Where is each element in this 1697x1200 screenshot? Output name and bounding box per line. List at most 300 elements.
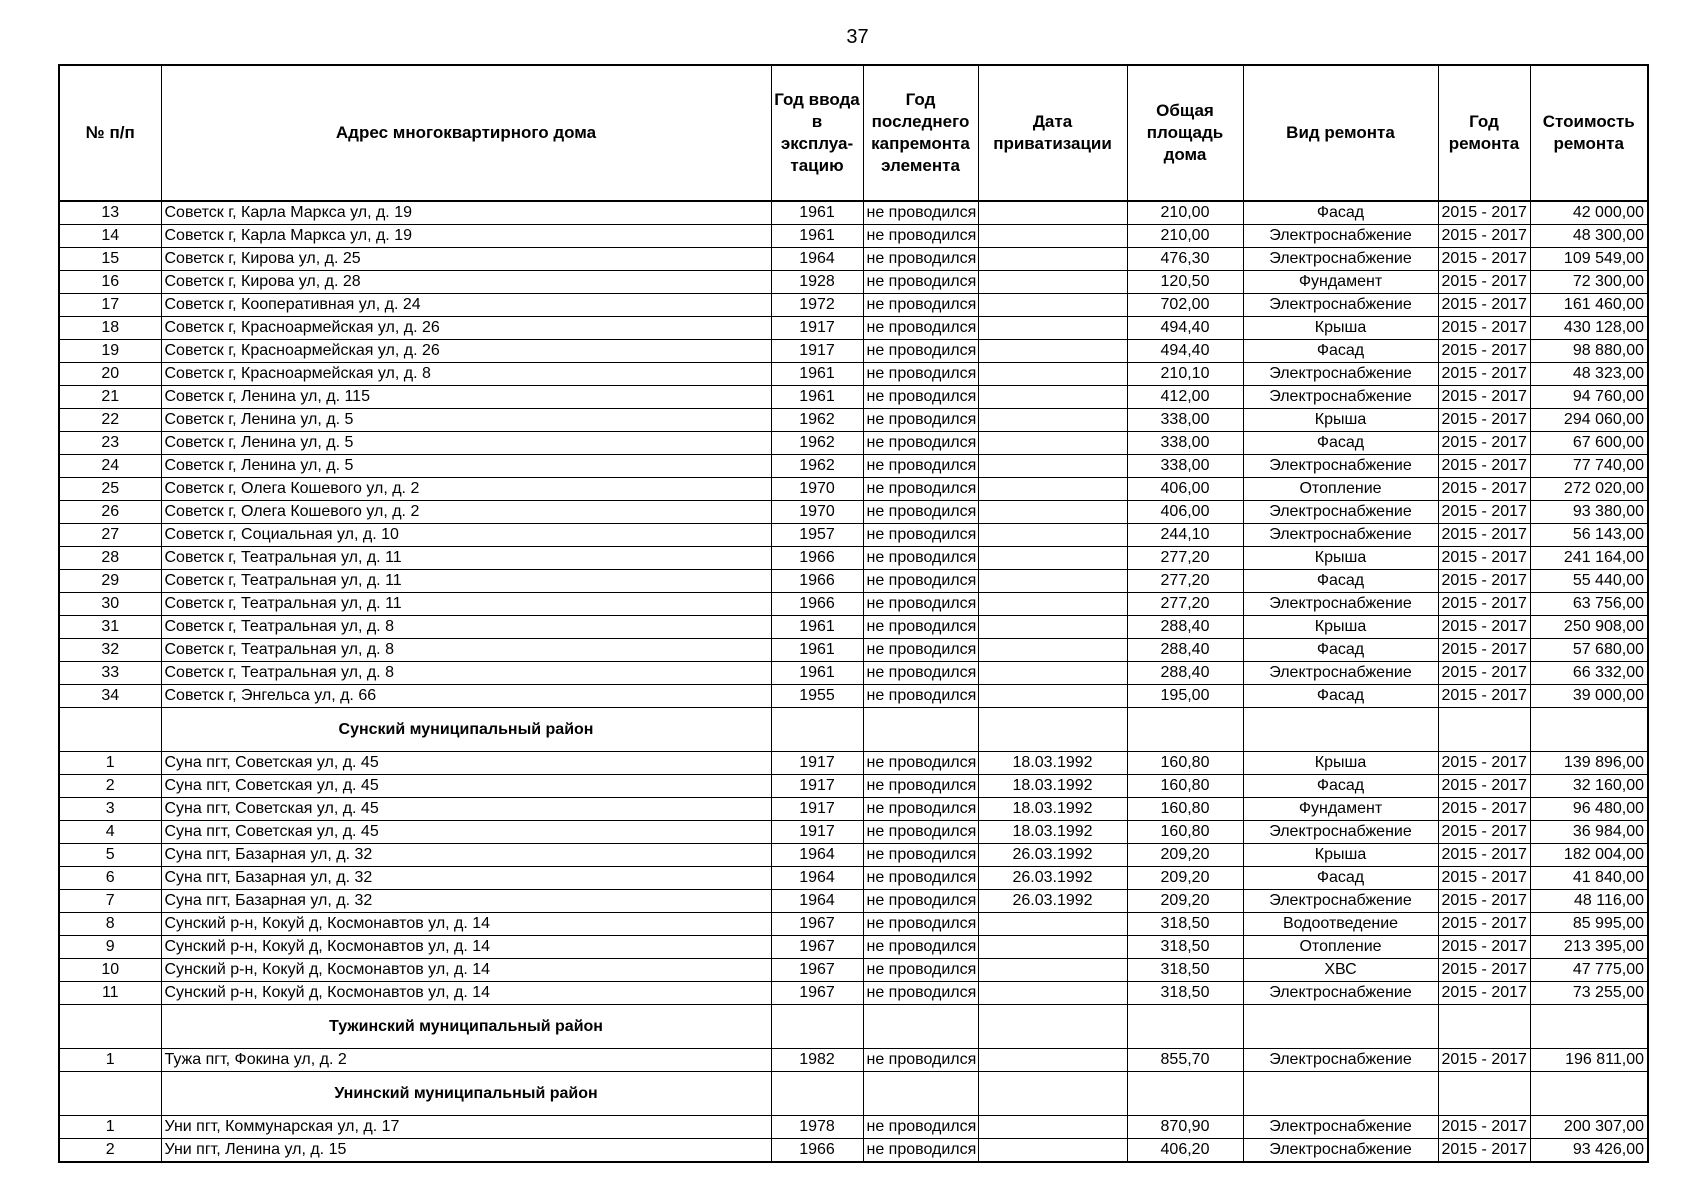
cell-year-built: 1957 — [771, 524, 863, 547]
cell-num: 13 — [59, 201, 161, 225]
cell-privatization — [978, 936, 1127, 959]
cell-cost: 67 600,00 — [1530, 432, 1648, 455]
cell-num: 6 — [59, 867, 161, 890]
cell-cost: 93 380,00 — [1530, 501, 1648, 524]
cell-area: 244,10 — [1127, 524, 1243, 547]
header-year-built: Год ввода в эксплуа-тацию — [771, 65, 863, 201]
cell-address: Сунский р-н, Кокуй д, Космонавтов ул, д. 14 — [161, 936, 771, 959]
cell-area: 406,00 — [1127, 478, 1243, 501]
cell-repair-year: 2015 - 2017 — [1438, 639, 1530, 662]
cell-repair-year: 2015 - 2017 — [1438, 201, 1530, 225]
cell-cost: 294 060,00 — [1530, 409, 1648, 432]
cell-privatization: 26.03.1992 — [978, 890, 1127, 913]
cell-repair-year: 2015 - 2017 — [1438, 524, 1530, 547]
cell-cost: 56 143,00 — [1530, 524, 1648, 547]
cell-year-built: 1928 — [771, 271, 863, 294]
section-empty-cell — [1530, 708, 1648, 752]
cell-privatization — [978, 1116, 1127, 1139]
section-empty-cell — [59, 1072, 161, 1116]
cell-last-repair: не проводился — [863, 639, 978, 662]
section-title: Тужинский муниципальный район — [161, 1005, 771, 1049]
cell-privatization — [978, 524, 1127, 547]
cell-address: Советск г, Красноармейская ул, д. 26 — [161, 340, 771, 363]
table-row — [59, 913, 1648, 936]
cell-repair-year: 2015 - 2017 — [1438, 547, 1530, 570]
cell-area: 160,80 — [1127, 775, 1243, 798]
cell-last-repair: не проводился — [863, 455, 978, 478]
table-row — [59, 662, 1648, 685]
cell-repair-year: 2015 - 2017 — [1438, 821, 1530, 844]
cell-area: 338,00 — [1127, 409, 1243, 432]
section-empty-cell — [771, 1005, 863, 1049]
cell-year-built: 1917 — [771, 775, 863, 798]
cell-repair-type: Крыша — [1243, 616, 1438, 639]
cell-area: 494,40 — [1127, 340, 1243, 363]
cell-area: 318,50 — [1127, 936, 1243, 959]
section-header-row — [59, 1072, 1648, 1116]
cell-year-built: 1961 — [771, 616, 863, 639]
table-row — [59, 455, 1648, 478]
section-empty-cell — [1127, 1072, 1243, 1116]
cell-last-repair: не проводился — [863, 775, 978, 798]
cell-repair-type: Крыша — [1243, 547, 1438, 570]
repair-table — [58, 64, 1649, 1163]
cell-repair-year: 2015 - 2017 — [1438, 386, 1530, 409]
cell-last-repair: не проводился — [863, 409, 978, 432]
cell-area: 209,20 — [1127, 844, 1243, 867]
cell-repair-type: Электроснабжение — [1243, 386, 1438, 409]
cell-year-built: 1917 — [771, 317, 863, 340]
section-empty-cell — [59, 708, 161, 752]
cell-cost: 241 164,00 — [1530, 547, 1648, 570]
cell-address: Сунский р-н, Кокуй д, Космонавтов ул, д. 14 — [161, 982, 771, 1005]
cell-year-built: 1966 — [771, 547, 863, 570]
cell-repair-type: Фасад — [1243, 867, 1438, 890]
cell-num: 28 — [59, 547, 161, 570]
cell-cost: 196 811,00 — [1530, 1049, 1648, 1072]
cell-last-repair: не проводился — [863, 798, 978, 821]
cell-repair-type: Фасад — [1243, 639, 1438, 662]
cell-repair-year: 2015 - 2017 — [1438, 752, 1530, 775]
cell-cost: 98 880,00 — [1530, 340, 1648, 363]
cell-area: 160,80 — [1127, 752, 1243, 775]
cell-year-built: 1961 — [771, 662, 863, 685]
section-empty-cell — [1438, 1072, 1530, 1116]
cell-last-repair: не проводился — [863, 524, 978, 547]
cell-cost: 250 908,00 — [1530, 616, 1648, 639]
cell-repair-type: Фасад — [1243, 775, 1438, 798]
cell-area: 494,40 — [1127, 317, 1243, 340]
cell-privatization — [978, 294, 1127, 317]
section-title: Унинский муниципальный район — [161, 1072, 771, 1116]
section-empty-cell — [1243, 1005, 1438, 1049]
cell-cost: 109 549,00 — [1530, 248, 1648, 271]
table-row — [59, 248, 1648, 271]
cell-repair-type: Крыша — [1243, 752, 1438, 775]
table-body — [59, 201, 1648, 1162]
table-row — [59, 524, 1648, 547]
cell-year-built: 1978 — [771, 1116, 863, 1139]
cell-address: Советск г, Красноармейская ул, д. 26 — [161, 317, 771, 340]
cell-privatization — [978, 1139, 1127, 1163]
cell-privatization — [978, 363, 1127, 386]
table-row — [59, 432, 1648, 455]
cell-cost: 42 000,00 — [1530, 201, 1648, 225]
cell-cost: 66 332,00 — [1530, 662, 1648, 685]
cell-privatization — [978, 593, 1127, 616]
cell-year-built: 1961 — [771, 201, 863, 225]
cell-address: Суна пгт, Советская ул, д. 45 — [161, 821, 771, 844]
cell-last-repair: не проводился — [863, 844, 978, 867]
cell-address: Суна пгт, Советская ул, д. 45 — [161, 752, 771, 775]
cell-area: 288,40 — [1127, 662, 1243, 685]
cell-last-repair: не проводился — [863, 662, 978, 685]
cell-privatization — [978, 913, 1127, 936]
cell-year-built: 1972 — [771, 294, 863, 317]
cell-repair-year: 2015 - 2017 — [1438, 455, 1530, 478]
cell-num: 7 — [59, 890, 161, 913]
cell-num: 30 — [59, 593, 161, 616]
cell-cost: 32 160,00 — [1530, 775, 1648, 798]
table-row — [59, 798, 1648, 821]
cell-num: 1 — [59, 1049, 161, 1072]
table-row — [59, 982, 1648, 1005]
cell-address: Суна пгт, Базарная ул, д. 32 — [161, 844, 771, 867]
cell-repair-type: Электроснабжение — [1243, 890, 1438, 913]
cell-privatization: 18.03.1992 — [978, 775, 1127, 798]
cell-repair-year: 2015 - 2017 — [1438, 248, 1530, 271]
cell-last-repair: не проводился — [863, 867, 978, 890]
table-row — [59, 547, 1648, 570]
cell-cost: 430 128,00 — [1530, 317, 1648, 340]
cell-last-repair: не проводился — [863, 890, 978, 913]
cell-num: 2 — [59, 775, 161, 798]
cell-cost: 73 255,00 — [1530, 982, 1648, 1005]
cell-address: Суна пгт, Советская ул, д. 45 — [161, 798, 771, 821]
cell-address: Советск г, Карла Маркса ул, д. 19 — [161, 225, 771, 248]
cell-repair-year: 2015 - 2017 — [1438, 294, 1530, 317]
table-row — [59, 844, 1648, 867]
cell-cost: 39 000,00 — [1530, 685, 1648, 708]
cell-last-repair: не проводился — [863, 432, 978, 455]
header-area: Общая площадь дома — [1127, 65, 1243, 201]
cell-area: 277,20 — [1127, 547, 1243, 570]
cell-num: 17 — [59, 294, 161, 317]
cell-repair-type: Электроснабжение — [1243, 1116, 1438, 1139]
table-row — [59, 478, 1648, 501]
table-row — [59, 867, 1648, 890]
cell-area: 209,20 — [1127, 890, 1243, 913]
cell-privatization — [978, 317, 1127, 340]
cell-cost: 182 004,00 — [1530, 844, 1648, 867]
cell-privatization — [978, 478, 1127, 501]
section-empty-cell — [863, 1072, 978, 1116]
cell-privatization — [978, 616, 1127, 639]
cell-address: Советск г, Карла Маркса ул, д. 19 — [161, 201, 771, 225]
section-empty-cell — [863, 1005, 978, 1049]
cell-last-repair: не проводился — [863, 936, 978, 959]
cell-address: Суна пгт, Советская ул, д. 45 — [161, 775, 771, 798]
cell-repair-year: 2015 - 2017 — [1438, 982, 1530, 1005]
cell-address: Советск г, Социальная ул, д. 10 — [161, 524, 771, 547]
cell-address: Советск г, Театральная ул, д. 11 — [161, 547, 771, 570]
cell-address: Сунский р-н, Кокуй д, Космонавтов ул, д. 14 — [161, 913, 771, 936]
cell-address: Советск г, Олега Кошевого ул, д. 2 — [161, 478, 771, 501]
cell-year-built: 1961 — [771, 225, 863, 248]
cell-cost: 36 984,00 — [1530, 821, 1648, 844]
cell-last-repair: не проводился — [863, 1139, 978, 1163]
cell-privatization — [978, 982, 1127, 1005]
cell-num: 15 — [59, 248, 161, 271]
cell-last-repair: не проводился — [863, 1116, 978, 1139]
header-address: Адрес многоквартирного дома — [161, 65, 771, 201]
section-empty-cell — [1438, 708, 1530, 752]
cell-area: 277,20 — [1127, 570, 1243, 593]
section-empty-cell — [863, 708, 978, 752]
cell-privatization — [978, 547, 1127, 570]
cell-repair-year: 2015 - 2017 — [1438, 478, 1530, 501]
cell-address: Советск г, Театральная ул, д. 11 — [161, 570, 771, 593]
cell-area: 210,00 — [1127, 201, 1243, 225]
cell-cost: 47 775,00 — [1530, 959, 1648, 982]
cell-last-repair: не проводился — [863, 317, 978, 340]
cell-repair-year: 2015 - 2017 — [1438, 662, 1530, 685]
cell-num: 31 — [59, 616, 161, 639]
cell-area: 210,10 — [1127, 363, 1243, 386]
cell-area: 318,50 — [1127, 913, 1243, 936]
cell-area: 476,30 — [1127, 248, 1243, 271]
cell-repair-type: Электроснабжение — [1243, 524, 1438, 547]
cell-address: Советск г, Театральная ул, д. 8 — [161, 662, 771, 685]
cell-address: Советск г, Кирова ул, д. 28 — [161, 271, 771, 294]
cell-address: Суна пгт, Базарная ул, д. 32 — [161, 867, 771, 890]
cell-privatization — [978, 340, 1127, 363]
section-empty-cell — [978, 1005, 1127, 1049]
header-last-repair: Год последнего капремонта элемента — [863, 65, 978, 201]
cell-last-repair: не проводился — [863, 593, 978, 616]
cell-year-built: 1967 — [771, 913, 863, 936]
cell-num: 20 — [59, 363, 161, 386]
section-empty-cell — [1127, 1005, 1243, 1049]
cell-address: Уни пгт, Ленина ул, д. 15 — [161, 1139, 771, 1163]
cell-cost: 48 116,00 — [1530, 890, 1648, 913]
cell-repair-type: Фасад — [1243, 570, 1438, 593]
cell-repair-year: 2015 - 2017 — [1438, 775, 1530, 798]
cell-privatization — [978, 225, 1127, 248]
header-cost: Стоимость ремонта — [1530, 65, 1648, 201]
table-row — [59, 340, 1648, 363]
cell-num: 1 — [59, 1116, 161, 1139]
cell-cost: 55 440,00 — [1530, 570, 1648, 593]
cell-last-repair: не проводился — [863, 959, 978, 982]
cell-repair-type: Крыша — [1243, 844, 1438, 867]
table-row — [59, 1139, 1648, 1163]
cell-privatization: 18.03.1992 — [978, 821, 1127, 844]
cell-year-built: 1967 — [771, 982, 863, 1005]
cell-area: 318,50 — [1127, 959, 1243, 982]
cell-cost: 85 995,00 — [1530, 913, 1648, 936]
cell-cost: 200 307,00 — [1530, 1116, 1648, 1139]
cell-cost: 161 460,00 — [1530, 294, 1648, 317]
cell-repair-year: 2015 - 2017 — [1438, 890, 1530, 913]
cell-repair-type: Электроснабжение — [1243, 501, 1438, 524]
cell-privatization — [978, 501, 1127, 524]
cell-num: 16 — [59, 271, 161, 294]
cell-repair-year: 2015 - 2017 — [1438, 340, 1530, 363]
cell-num: 21 — [59, 386, 161, 409]
cell-privatization — [978, 685, 1127, 708]
table-row — [59, 890, 1648, 913]
table-row — [59, 294, 1648, 317]
cell-area: 702,00 — [1127, 294, 1243, 317]
cell-area: 288,40 — [1127, 616, 1243, 639]
cell-repair-type: Электроснабжение — [1243, 1049, 1438, 1072]
section-header-row — [59, 1005, 1648, 1049]
table-row — [59, 593, 1648, 616]
cell-year-built: 1982 — [771, 1049, 863, 1072]
cell-address: Советск г, Олега Кошевого ул, д. 2 — [161, 501, 771, 524]
cell-year-built: 1962 — [771, 455, 863, 478]
cell-repair-year: 2015 - 2017 — [1438, 501, 1530, 524]
cell-repair-year: 2015 - 2017 — [1438, 685, 1530, 708]
cell-cost: 139 896,00 — [1530, 752, 1648, 775]
cell-last-repair: не проводился — [863, 501, 978, 524]
cell-repair-year: 2015 - 2017 — [1438, 570, 1530, 593]
cell-repair-year: 2015 - 2017 — [1438, 959, 1530, 982]
cell-area: 209,20 — [1127, 867, 1243, 890]
cell-address: Советск г, Кирова ул, д. 25 — [161, 248, 771, 271]
section-empty-cell — [1243, 1072, 1438, 1116]
cell-year-built: 1964 — [771, 890, 863, 913]
cell-repair-type: Электроснабжение — [1243, 821, 1438, 844]
cell-repair-type: Крыша — [1243, 409, 1438, 432]
cell-last-repair: не проводился — [863, 386, 978, 409]
cell-num: 23 — [59, 432, 161, 455]
cell-last-repair: не проводился — [863, 547, 978, 570]
cell-num: 33 — [59, 662, 161, 685]
cell-num: 14 — [59, 225, 161, 248]
cell-repair-year: 2015 - 2017 — [1438, 913, 1530, 936]
cell-year-built: 1964 — [771, 867, 863, 890]
section-empty-cell — [1438, 1005, 1530, 1049]
table-row — [59, 317, 1648, 340]
cell-num: 2 — [59, 1139, 161, 1163]
cell-repair-year: 2015 - 2017 — [1438, 432, 1530, 455]
table-row — [59, 775, 1648, 798]
cell-repair-type: Электроснабжение — [1243, 294, 1438, 317]
cell-year-built: 1962 — [771, 409, 863, 432]
cell-repair-year: 2015 - 2017 — [1438, 409, 1530, 432]
cell-num: 32 — [59, 639, 161, 662]
cell-privatization: 18.03.1992 — [978, 752, 1127, 775]
cell-address: Советск г, Ленина ул, д. 5 — [161, 409, 771, 432]
cell-repair-type: Водоотведение — [1243, 913, 1438, 936]
cell-year-built: 1966 — [771, 1139, 863, 1163]
cell-num: 22 — [59, 409, 161, 432]
table-row — [59, 1116, 1648, 1139]
table-row — [59, 201, 1648, 225]
cell-area: 210,00 — [1127, 225, 1243, 248]
cell-address: Советск г, Театральная ул, д. 8 — [161, 639, 771, 662]
header-privatization: Дата приватизации — [978, 65, 1127, 201]
cell-privatization — [978, 639, 1127, 662]
table-row — [59, 685, 1648, 708]
cell-year-built: 1964 — [771, 844, 863, 867]
cell-year-built: 1961 — [771, 386, 863, 409]
cell-address: Советск г, Театральная ул, д. 11 — [161, 593, 771, 616]
cell-address: Советск г, Ленина ул, д. 115 — [161, 386, 771, 409]
cell-area: 318,50 — [1127, 982, 1243, 1005]
section-empty-cell — [1243, 708, 1438, 752]
cell-repair-type: Фасад — [1243, 685, 1438, 708]
section-empty-cell — [771, 1072, 863, 1116]
cell-repair-type: Электроснабжение — [1243, 1139, 1438, 1163]
cell-repair-year: 2015 - 2017 — [1438, 1116, 1530, 1139]
cell-repair-type: Фасад — [1243, 201, 1438, 225]
cell-last-repair: не проводился — [863, 271, 978, 294]
cell-area: 338,00 — [1127, 432, 1243, 455]
header-row — [59, 65, 1648, 201]
cell-year-built: 1962 — [771, 432, 863, 455]
cell-last-repair: не проводился — [863, 201, 978, 225]
cell-num: 8 — [59, 913, 161, 936]
cell-repair-year: 2015 - 2017 — [1438, 844, 1530, 867]
cell-address: Тужа пгт, Фокина ул, д. 2 — [161, 1049, 771, 1072]
cell-num: 19 — [59, 340, 161, 363]
cell-repair-year: 2015 - 2017 — [1438, 271, 1530, 294]
table-row — [59, 616, 1648, 639]
section-empty-cell — [771, 708, 863, 752]
cell-address: Сунский р-н, Кокуй д, Космонавтов ул, д. 14 — [161, 959, 771, 982]
cell-num: 29 — [59, 570, 161, 593]
cell-last-repair: не проводился — [863, 752, 978, 775]
cell-area: 277,20 — [1127, 593, 1243, 616]
cell-repair-type: Электроснабжение — [1243, 593, 1438, 616]
cell-cost: 63 756,00 — [1530, 593, 1648, 616]
section-empty-cell — [59, 1005, 161, 1049]
section-empty-cell — [1530, 1072, 1648, 1116]
cell-privatization: 18.03.1992 — [978, 798, 1127, 821]
cell-last-repair: не проводился — [863, 478, 978, 501]
cell-privatization — [978, 409, 1127, 432]
cell-cost: 41 840,00 — [1530, 867, 1648, 890]
cell-year-built: 1961 — [771, 639, 863, 662]
page-number: 37 — [846, 26, 869, 48]
cell-privatization — [978, 570, 1127, 593]
cell-num: 24 — [59, 455, 161, 478]
cell-repair-type: Фундамент — [1243, 271, 1438, 294]
cell-repair-year: 2015 - 2017 — [1438, 363, 1530, 386]
cell-privatization: 26.03.1992 — [978, 867, 1127, 890]
cell-repair-year: 2015 - 2017 — [1438, 1049, 1530, 1072]
cell-repair-type: Электроснабжение — [1243, 248, 1438, 271]
cell-area: 870,90 — [1127, 1116, 1243, 1139]
cell-area: 160,80 — [1127, 821, 1243, 844]
cell-privatization — [978, 248, 1127, 271]
cell-year-built: 1967 — [771, 936, 863, 959]
cell-privatization — [978, 455, 1127, 478]
cell-last-repair: не проводился — [863, 616, 978, 639]
cell-repair-type: Электроснабжение — [1243, 455, 1438, 478]
cell-cost: 213 395,00 — [1530, 936, 1648, 959]
cell-cost: 96 480,00 — [1530, 798, 1648, 821]
cell-year-built: 1966 — [771, 593, 863, 616]
cell-cost: 272 020,00 — [1530, 478, 1648, 501]
cell-area: 120,50 — [1127, 271, 1243, 294]
cell-address: Советск г, Красноармейская ул, д. 8 — [161, 363, 771, 386]
section-empty-cell — [978, 708, 1127, 752]
cell-last-repair: не проводился — [863, 225, 978, 248]
